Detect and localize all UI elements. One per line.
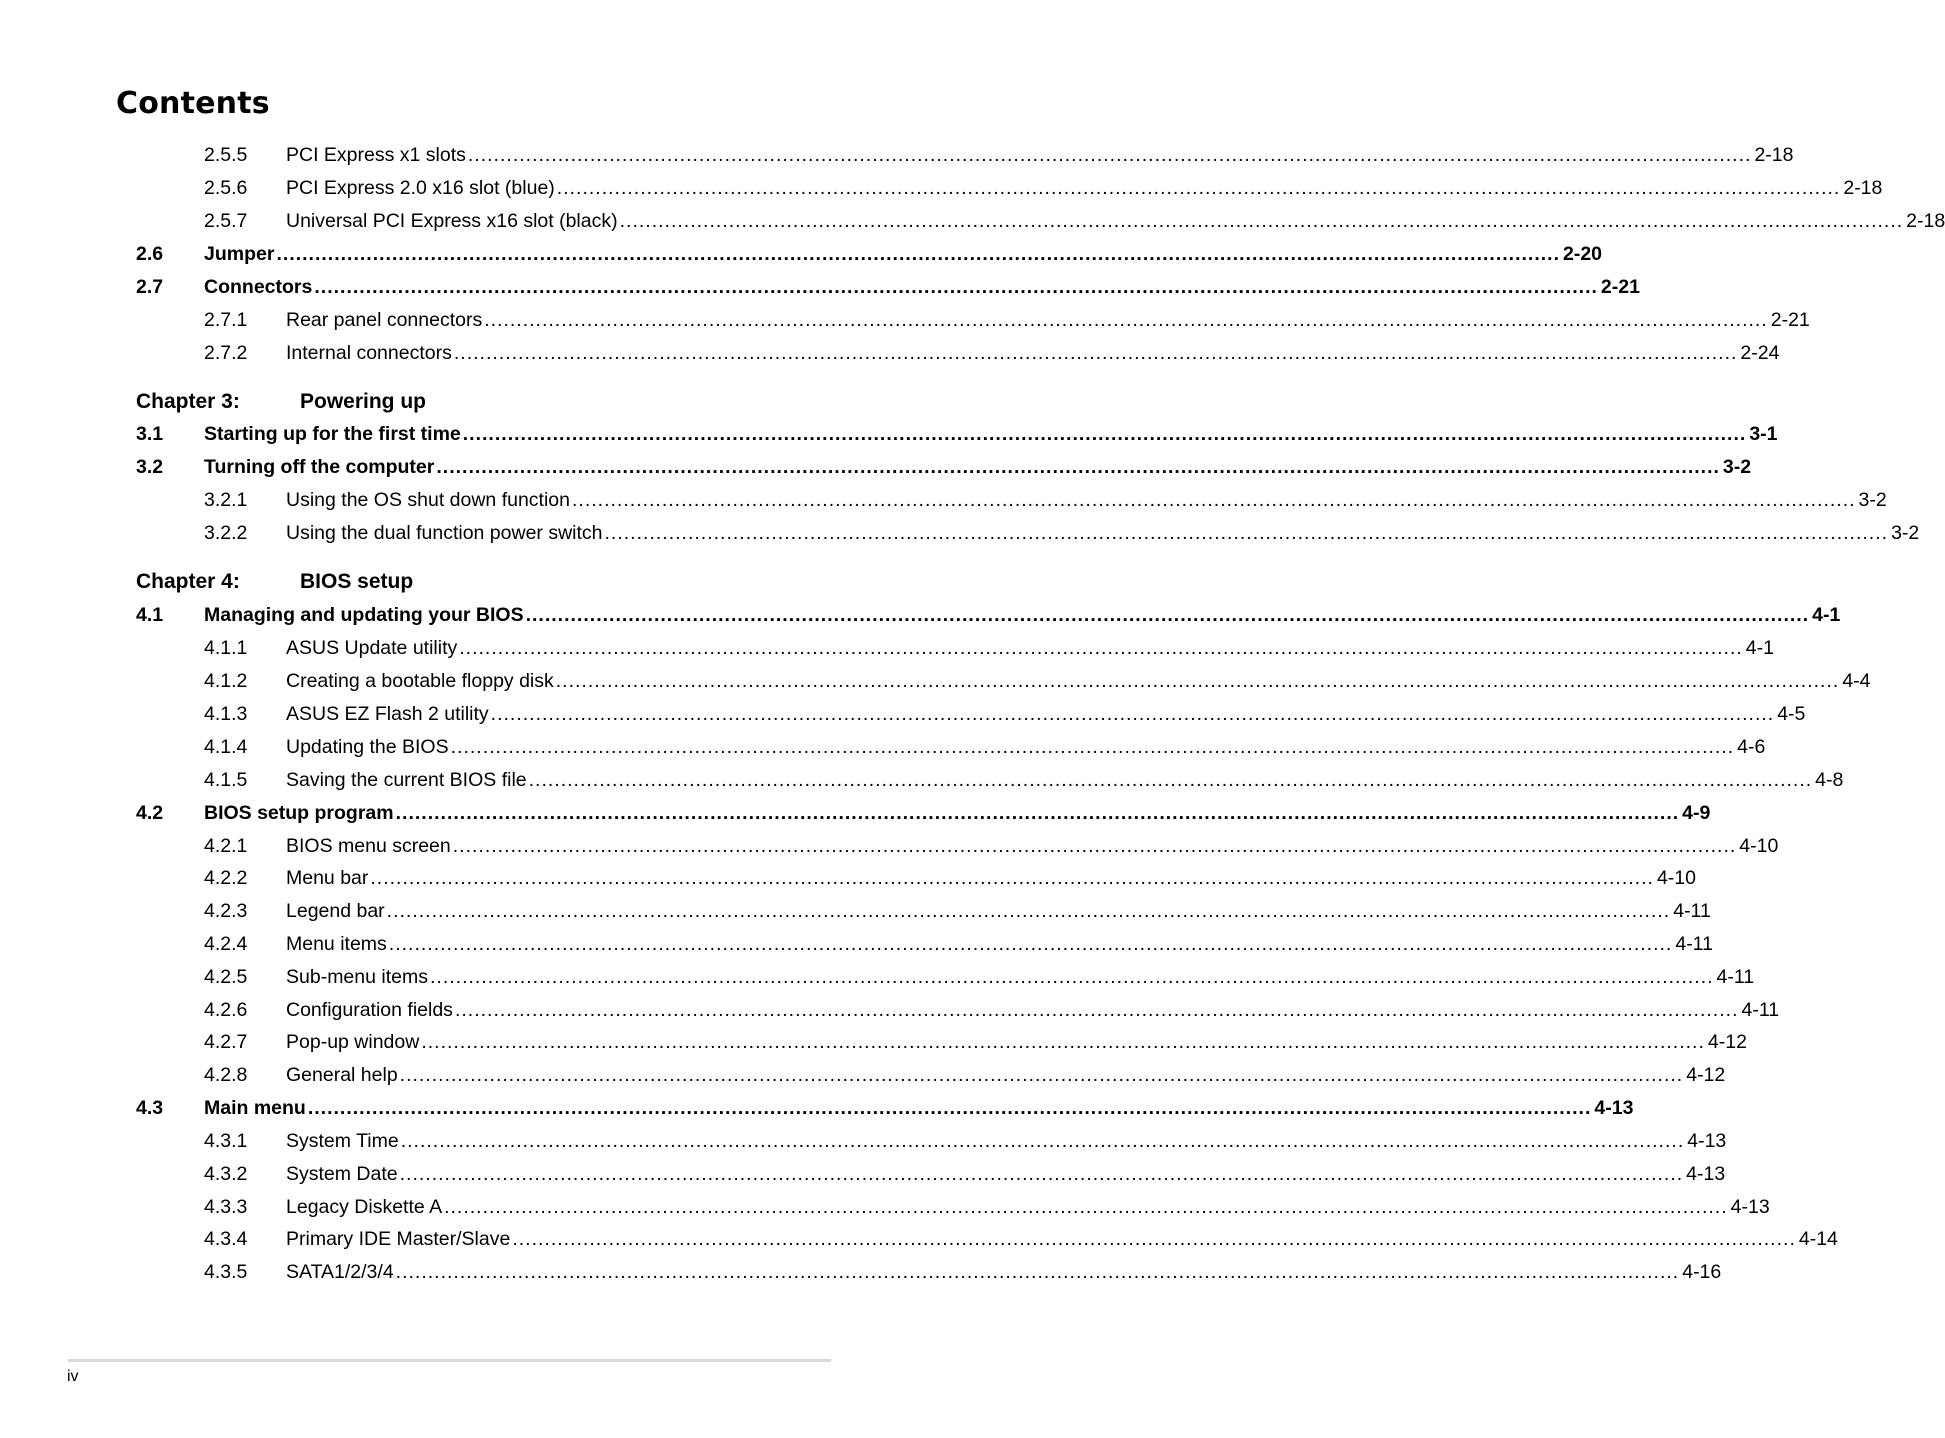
entry-line bbox=[204, 604, 1841, 627]
entry-line bbox=[286, 1163, 1726, 1186]
entry-line bbox=[286, 736, 1766, 759]
entry-page-number: 4-11 bbox=[1673, 900, 1711, 922]
entry-line bbox=[286, 522, 1920, 545]
entry-number: 2.5.7 bbox=[204, 210, 248, 232]
toc-subsection-entry[interactable] bbox=[0, 637, 1774, 663]
entry-number: 4.2.4 bbox=[204, 933, 248, 955]
entry-line bbox=[204, 276, 1640, 299]
entry-page-number: 4-13 bbox=[1730, 1196, 1770, 1218]
entry-label: Legend bar bbox=[286, 900, 385, 922]
toc-subsection-entry[interactable] bbox=[0, 900, 1711, 926]
entry-number: 2.7.1 bbox=[204, 309, 248, 331]
entry-number: 4.2.2 bbox=[204, 867, 248, 889]
entry-label: System Date bbox=[286, 1163, 398, 1185]
entry-page-number: 3-2 bbox=[1858, 489, 1887, 511]
entry-line bbox=[286, 1228, 1838, 1251]
leader-dots: ........................................................................................................................................................................................................ bbox=[604, 522, 1889, 544]
leader-dots: ........................................................................................................................................................................................................ bbox=[528, 769, 1813, 791]
entry-line bbox=[286, 309, 1810, 332]
chapter-title: BIOS setup bbox=[300, 570, 414, 593]
entry-label: Using the OS shut down function bbox=[286, 489, 570, 511]
entry-page-number: 4-1 bbox=[1745, 637, 1774, 659]
leader-dots: ........................................................................................................................................................................................................ bbox=[386, 900, 1671, 922]
entry-page-number: 4-9 bbox=[1682, 802, 1711, 824]
leader-dots: ........................................................................................................................................................................................................ bbox=[395, 802, 1680, 824]
entry-number: 4.1.5 bbox=[204, 769, 248, 791]
entry-line bbox=[204, 802, 1711, 825]
toc-subsection-entry[interactable] bbox=[0, 1064, 1726, 1090]
entry-label: Menu items bbox=[286, 933, 387, 955]
entry-label: Starting up for the first time bbox=[204, 423, 461, 445]
entry-line bbox=[286, 177, 1883, 200]
entry-number: 2.7 bbox=[136, 276, 164, 298]
entry-label: Main menu bbox=[204, 1097, 306, 1119]
entry-page-number: 2-21 bbox=[1770, 309, 1810, 331]
entry-line bbox=[204, 456, 1752, 479]
entry-label: Saving the current BIOS file bbox=[286, 769, 527, 791]
entry-page-number: 4-12 bbox=[1707, 1031, 1747, 1053]
leader-dots: ........................................................................................................................................................................................................ bbox=[556, 177, 1841, 199]
entry-page-number: 4-6 bbox=[1737, 736, 1766, 758]
entry-label: PCI Express 2.0 x16 slot (blue) bbox=[286, 177, 555, 199]
entry-line bbox=[286, 144, 1794, 167]
entry-number: 4.3.3 bbox=[204, 1196, 248, 1218]
toc-subsection-entry[interactable] bbox=[0, 1163, 1726, 1189]
leader-dots: ........................................................................................................................................................................................................ bbox=[395, 1261, 1680, 1283]
entry-number: 3.2 bbox=[136, 456, 164, 478]
page-title: Contents bbox=[116, 86, 270, 121]
entry-line bbox=[204, 1097, 1634, 1120]
toc-subsection-entry[interactable] bbox=[0, 1196, 1770, 1222]
entry-number: 4.2.1 bbox=[204, 835, 248, 857]
entry-page-number: 4-10 bbox=[1739, 835, 1779, 857]
entry-label: Pop-up window bbox=[286, 1031, 420, 1053]
leader-dots: ........................................................................................................................................................................................................ bbox=[399, 1064, 1684, 1086]
entry-page-number: 2-18 bbox=[1906, 210, 1945, 232]
entry-line bbox=[286, 670, 1871, 693]
entry-label: Universal PCI Express x16 slot (black) bbox=[286, 210, 618, 232]
entry-line bbox=[286, 835, 1779, 858]
entry-number: 4.1 bbox=[136, 604, 164, 626]
entry-label: Internal connectors bbox=[286, 342, 452, 364]
entry-page-number: 4-11 bbox=[1741, 999, 1780, 1021]
toc-section-entry[interactable] bbox=[0, 1097, 1634, 1123]
entry-label: Creating a bootable floppy disk bbox=[286, 670, 554, 692]
entry-label: Menu bar bbox=[286, 867, 369, 889]
leader-dots: ........................................................................................................................................................................................................ bbox=[276, 243, 1560, 265]
entry-line bbox=[286, 999, 1780, 1022]
entry-label: Rear panel connectors bbox=[286, 309, 483, 331]
entry-line bbox=[286, 342, 1780, 365]
entry-number: 3.1 bbox=[136, 423, 164, 445]
entry-label: Jumper bbox=[204, 243, 275, 265]
entry-label: BIOS setup program bbox=[204, 802, 394, 824]
toc-subsection-entry[interactable] bbox=[0, 144, 1794, 170]
entry-page-number: 4-13 bbox=[1594, 1097, 1634, 1119]
entry-number: 4.3.1 bbox=[204, 1130, 248, 1152]
leader-dots: ........................................................................................................................................................................................................ bbox=[454, 999, 1739, 1021]
entry-label: SATA1/2/3/4 bbox=[286, 1261, 394, 1283]
toc-subsection-entry[interactable] bbox=[0, 210, 1945, 236]
entry-number: 4.2.8 bbox=[204, 1064, 248, 1086]
entry-number: 4.2.6 bbox=[204, 999, 248, 1021]
entry-label: Using the dual function power switch bbox=[286, 522, 603, 544]
entry-page-number: 4-14 bbox=[1798, 1228, 1838, 1250]
entry-page-number: 3-1 bbox=[1749, 423, 1778, 445]
leader-dots: ........................................................................................................................................................................................................ bbox=[436, 456, 1720, 478]
toc-section-entry[interactable] bbox=[0, 456, 1752, 482]
toc-section-entry[interactable] bbox=[0, 243, 1603, 269]
footer-divider bbox=[68, 1359, 831, 1362]
entry-number: 2.7.2 bbox=[204, 342, 248, 364]
entry-number: 3.2.1 bbox=[204, 489, 248, 511]
entry-page-number: 4-5 bbox=[1777, 703, 1806, 725]
toc-subsection-entry[interactable] bbox=[0, 769, 1844, 795]
chapter-title: Powering up bbox=[300, 390, 426, 413]
toc-subsection-entry[interactable] bbox=[0, 1228, 1838, 1254]
entry-label: Managing and updating your BIOS bbox=[204, 604, 524, 626]
entry-line bbox=[286, 933, 1713, 956]
leader-dots: ........................................................................................................................................................................................................ bbox=[421, 1031, 1705, 1053]
entry-number: 4.1.1 bbox=[204, 637, 248, 659]
entry-page-number: 4-10 bbox=[1656, 867, 1696, 889]
entry-label: PCI Express x1 slots bbox=[286, 144, 466, 166]
toc-section-entry[interactable] bbox=[0, 604, 1841, 630]
leader-dots: ........................................................................................................................................................................................................ bbox=[399, 1163, 1684, 1185]
entry-label: Connectors bbox=[204, 276, 313, 298]
entry-number: 4.2.3 bbox=[204, 900, 248, 922]
entry-label: Legacy Diskette A bbox=[286, 1196, 443, 1218]
entry-number: 4.2.5 bbox=[204, 966, 248, 988]
toc-subsection-entry[interactable] bbox=[0, 703, 1806, 729]
chapter-number: Chapter 4: bbox=[136, 570, 240, 593]
entry-label: Configuration fields bbox=[286, 999, 453, 1021]
entry-page-number: 2-20 bbox=[1563, 243, 1603, 265]
leader-dots: ........................................................................................................................................................................................................ bbox=[525, 604, 1810, 626]
toc-subsection-entry[interactable] bbox=[0, 933, 1713, 959]
entry-number: 2.6 bbox=[136, 243, 164, 265]
entry-page-number: 2-21 bbox=[1600, 276, 1640, 298]
entry-line bbox=[286, 1261, 1722, 1284]
entry-page-number: 4-11 bbox=[1716, 966, 1755, 988]
entry-line bbox=[286, 1064, 1726, 1087]
toc-subsection-entry[interactable] bbox=[0, 736, 1766, 762]
entry-page-number: 4-13 bbox=[1686, 1163, 1726, 1185]
leader-dots: ........................................................................................................................................................................................................ bbox=[370, 867, 1654, 889]
toc-subsection-entry[interactable] bbox=[0, 1031, 1747, 1057]
entry-label: General help bbox=[286, 1064, 398, 1086]
leader-dots: ........................................................................................................................................................................................................ bbox=[459, 637, 1743, 659]
toc-subsection-entry[interactable] bbox=[0, 522, 1920, 548]
toc-section-entry[interactable] bbox=[0, 423, 1778, 449]
entry-page-number: 3-2 bbox=[1891, 522, 1920, 544]
entry-line bbox=[204, 423, 1778, 446]
entry-line bbox=[286, 1196, 1770, 1219]
entry-number: 4.2.7 bbox=[204, 1031, 248, 1053]
entry-line bbox=[286, 210, 1945, 233]
entry-page-number: 4-11 bbox=[1675, 933, 1713, 955]
leader-dots: ........................................................................................................................................................................................................ bbox=[572, 489, 1856, 511]
toc-subsection-entry[interactable] bbox=[0, 309, 1810, 335]
entry-number: 4.1.4 bbox=[204, 736, 248, 758]
entry-page-number: 2-24 bbox=[1740, 342, 1780, 364]
entry-page-number: 4-13 bbox=[1687, 1130, 1727, 1152]
entry-number: 4.3.2 bbox=[204, 1163, 248, 1185]
leader-dots: ........................................................................................................................................................................................................ bbox=[555, 670, 1840, 692]
toc-subsection-entry[interactable] bbox=[0, 999, 1780, 1025]
entry-label: Primary IDE Master/Slave bbox=[286, 1228, 511, 1250]
leader-dots: ........................................................................................................................................................................................................ bbox=[453, 342, 1738, 364]
entry-page-number: 2-18 bbox=[1843, 177, 1883, 199]
leader-dots: ........................................................................................................................................................................................................ bbox=[490, 703, 1775, 725]
leader-dots: ........................................................................................................................................................................................................ bbox=[452, 835, 1737, 857]
toc-section-entry[interactable] bbox=[0, 276, 1640, 302]
leader-dots: ........................................................................................................................................................................................................ bbox=[462, 423, 1747, 445]
entry-number: 4.3.4 bbox=[204, 1228, 248, 1250]
toc-subsection-entry[interactable] bbox=[0, 489, 1887, 515]
entry-page-number: 4-16 bbox=[1682, 1261, 1722, 1283]
entry-line bbox=[286, 1031, 1747, 1054]
leader-dots: ........................................................................................................................................................................................................ bbox=[314, 276, 1598, 298]
entry-line bbox=[204, 243, 1603, 266]
entry-page-number: 4-8 bbox=[1815, 769, 1844, 791]
toc-section-entry[interactable] bbox=[0, 802, 1711, 828]
toc-subsection-entry[interactable] bbox=[0, 177, 1883, 203]
entry-label: System Time bbox=[286, 1130, 399, 1152]
entry-number: 2.5.5 bbox=[204, 144, 248, 166]
leader-dots: ........................................................................................................................................................................................................ bbox=[484, 309, 1768, 331]
toc-subsection-entry[interactable] bbox=[0, 670, 1871, 696]
entry-number: 4.3 bbox=[136, 1097, 164, 1119]
entry-label: BIOS menu screen bbox=[286, 835, 451, 857]
entry-line bbox=[286, 867, 1696, 890]
entry-line bbox=[286, 900, 1711, 923]
entry-line bbox=[286, 1130, 1727, 1153]
leader-dots: ........................................................................................................................................................................................................ bbox=[429, 966, 1714, 988]
leader-dots: ........................................................................................................................................................................................................ bbox=[450, 736, 1735, 758]
entry-line bbox=[286, 966, 1755, 989]
entry-page-number: 3-2 bbox=[1722, 456, 1752, 478]
entry-label: ASUS Update utility bbox=[286, 637, 458, 659]
entry-line bbox=[286, 769, 1844, 792]
toc-subsection-entry[interactable] bbox=[0, 867, 1696, 893]
entry-number: 4.1.3 bbox=[204, 703, 248, 725]
leader-dots: ........................................................................................................................................................................................................ bbox=[467, 144, 1752, 166]
entry-number: 2.5.6 bbox=[204, 177, 248, 199]
leader-dots: ........................................................................................................................................................................................................ bbox=[444, 1196, 1728, 1218]
entry-page-number: 2-18 bbox=[1754, 144, 1794, 166]
entry-number: 3.2.2 bbox=[204, 522, 248, 544]
entry-label: Updating the BIOS bbox=[286, 736, 449, 758]
toc-subsection-entry[interactable] bbox=[0, 835, 1779, 861]
entry-page-number: 4-12 bbox=[1686, 1064, 1726, 1086]
entry-page-number: 4-1 bbox=[1812, 604, 1841, 626]
entry-number: 4.3.5 bbox=[204, 1261, 248, 1283]
entry-line bbox=[286, 703, 1806, 726]
toc-subsection-entry[interactable] bbox=[0, 1261, 1722, 1287]
leader-dots: ........................................................................................................................................................................................................ bbox=[388, 933, 1673, 955]
leader-dots: ........................................................................................................................................................................................................ bbox=[619, 210, 1904, 232]
entry-number: 4.2 bbox=[136, 802, 164, 824]
chapter-number: Chapter 3: bbox=[136, 390, 240, 413]
leader-dots: ........................................................................................................................................................................................................ bbox=[400, 1130, 1685, 1152]
leader-dots: ........................................................................................................................................................................................................ bbox=[307, 1097, 1592, 1119]
entry-line bbox=[286, 637, 1774, 660]
entry-label: Sub-menu items bbox=[286, 966, 428, 988]
entry-label: ASUS EZ Flash 2 utility bbox=[286, 703, 489, 725]
entry-label: Turning off the computer bbox=[204, 456, 435, 478]
entry-page-number: 4-4 bbox=[1842, 670, 1871, 692]
toc-subsection-entry[interactable] bbox=[0, 342, 1780, 368]
entry-number: 4.1.2 bbox=[204, 670, 248, 692]
toc-subsection-entry[interactable] bbox=[0, 1130, 1727, 1156]
entry-line bbox=[286, 489, 1887, 512]
toc-subsection-entry[interactable] bbox=[0, 966, 1755, 992]
footer-page-number: iv bbox=[67, 1368, 79, 1385]
leader-dots: ........................................................................................................................................................................................................ bbox=[512, 1228, 1796, 1250]
